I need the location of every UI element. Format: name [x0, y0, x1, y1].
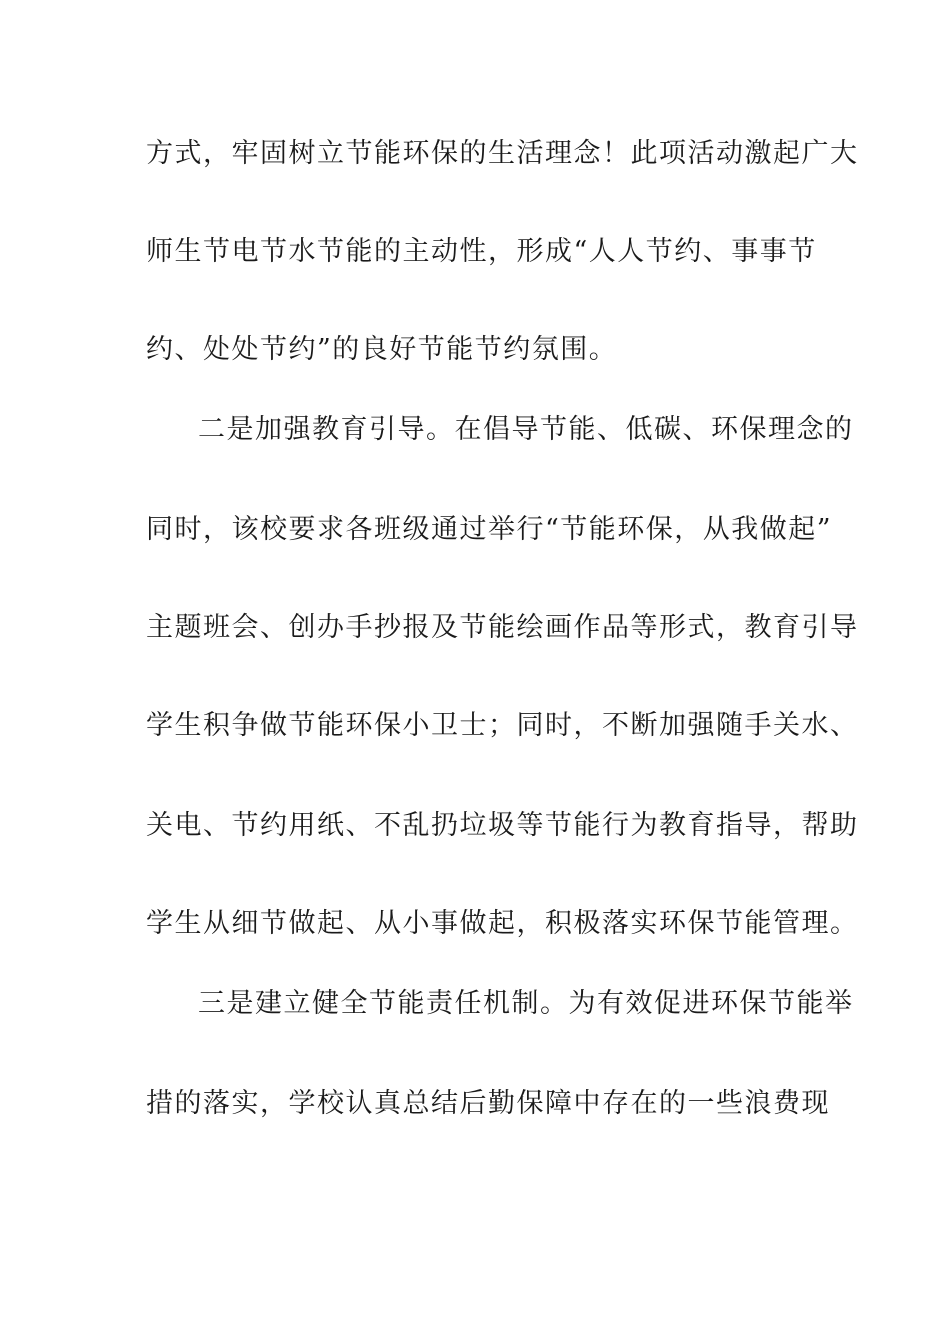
paragraph-start-line: 三是建立健全节能责任机制。为有效促进环保节能举	[198, 988, 854, 1019]
text-line: 学生从细节做起、从小事做起，积极落实环保节能管理。	[146, 908, 859, 939]
paragraph-start-line: 二是加强教育引导。在倡导节能、低碳、环保理念的	[198, 414, 854, 445]
text-line: 师生节电节水节能的主动性，形成“人人节约、事事节	[146, 236, 817, 267]
text-line: 约、处处节约”的良好节能节约氛围。	[146, 334, 618, 365]
text-line: 方式，牢固树立节能环保的生活理念！此项活动激起广大	[146, 138, 859, 169]
text-line: 学生积争做节能环保小卫士；同时，不断加强随手关水、	[146, 710, 859, 741]
text-line: 关电、节约用纸、不乱扔垃圾等节能行为教育指导，帮助	[146, 810, 859, 841]
text-line: 措的落实，学校认真总结后勤保障中存在的一些浪费现	[146, 1088, 830, 1119]
text-line: 主题班会、创办手抄报及节能绘画作品等形式，教育引导	[146, 612, 859, 643]
text-line: 同时，该校要求各班级通过举行“节能环保，从我做起”	[146, 514, 833, 545]
